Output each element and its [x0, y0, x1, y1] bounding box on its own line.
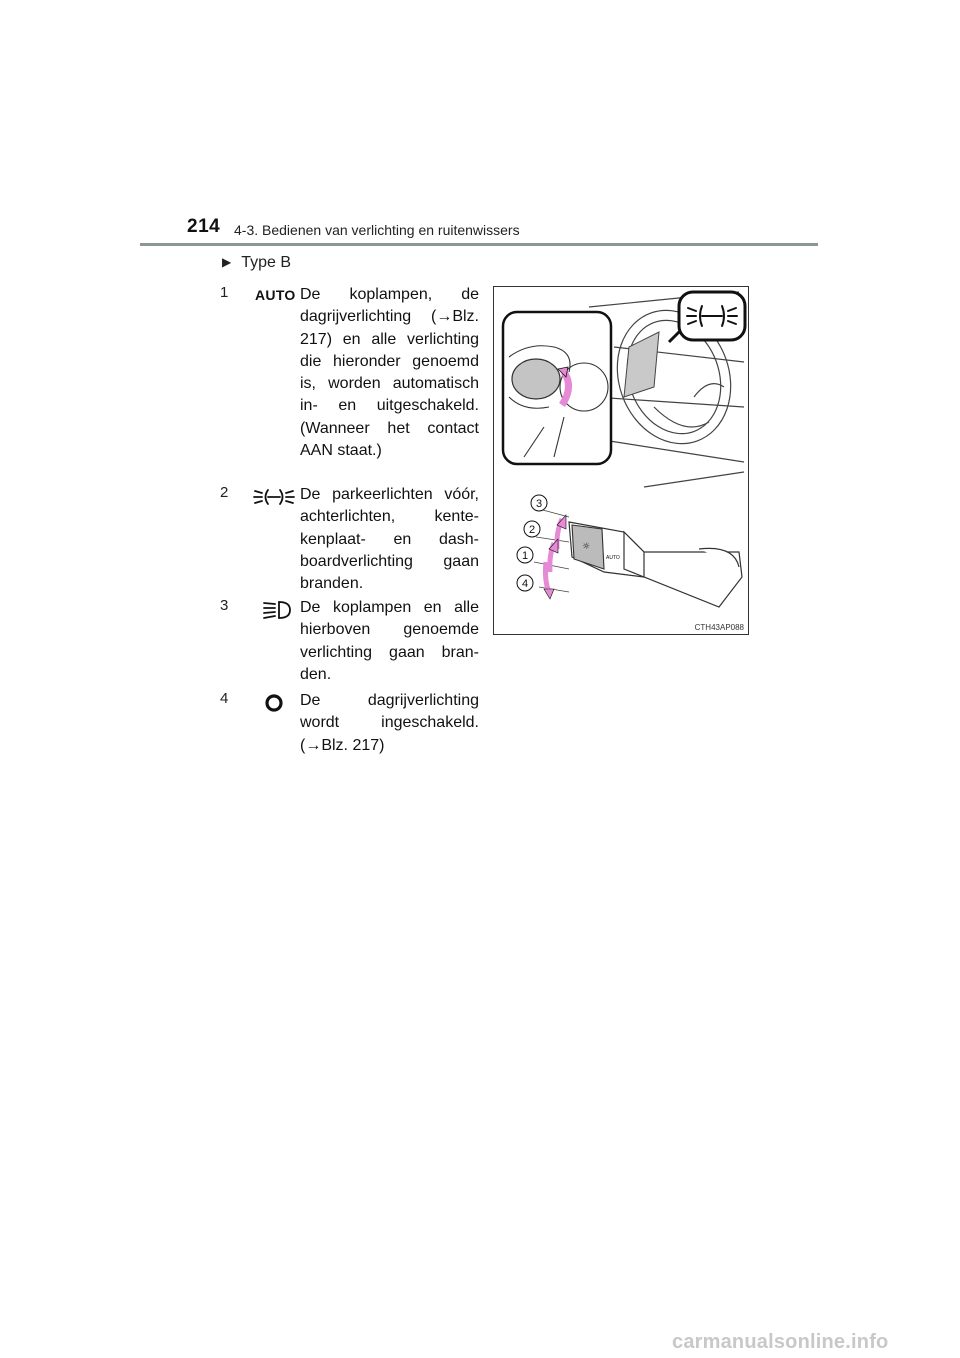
light-symbol-on-ring: ☼	[582, 542, 591, 552]
headlight-switch-illustration	[493, 286, 749, 635]
auto-position-label: AUTO	[606, 555, 620, 561]
daytime-running-lights-icon	[250, 692, 298, 714]
item-number: 3	[220, 597, 229, 614]
headlights-icon	[250, 599, 298, 621]
item-description: De koplampen en alle hierboven genoemde verlichting gaan branden.	[300, 599, 479, 683]
type-heading	[222, 254, 291, 272]
position-callouts	[517, 495, 547, 591]
figure-code: CTH43AP088	[694, 623, 744, 632]
illustration-drawing	[494, 287, 750, 636]
parking-lights-icon	[250, 486, 298, 508]
arrowhead-4	[544, 589, 554, 599]
callout-4: 4	[521, 578, 529, 590]
type-heading-label: Type B	[241, 254, 292, 271]
list-item	[220, 284, 482, 479]
list-item	[220, 484, 482, 594]
instrument-panel-shade	[624, 332, 659, 397]
callout-2: 2	[528, 524, 536, 536]
item-number: 4	[220, 690, 229, 707]
item-description: De dagrijverlichting wordt ingeschakeld. (→Blz. 217)	[300, 692, 479, 754]
item-number: 2	[220, 484, 229, 501]
auto-symbol-label: AUTO	[255, 287, 296, 303]
list-item	[220, 597, 482, 687]
auto-icon	[250, 286, 298, 308]
page-number: 214	[187, 216, 221, 237]
header-rule	[140, 243, 818, 246]
list-item	[220, 690, 482, 760]
switch-knob	[512, 359, 560, 399]
callout-1: 1	[521, 550, 529, 562]
item-description: De koplampen, de dagrijverlichting (→Blz. 217) en alle verlichting die hieronder genoemd is, worden automatisch in- en uitgeschakeld. (Wanneer het contact AAN staat.)	[300, 286, 479, 460]
callout-3: 3	[535, 498, 543, 510]
section-title: 4-3. Bedienen van verlichting en ruitenwissers	[234, 222, 520, 238]
item-number: 1	[220, 284, 229, 301]
triangle-bullet-icon: ▶	[222, 255, 232, 269]
item-description: De parkeerlichten vóór, achterlichten, kentekenplaat- en dashboardverlichting gaan branden.	[300, 486, 479, 593]
watermark: carmanualsonline.info	[672, 1331, 889, 1353]
